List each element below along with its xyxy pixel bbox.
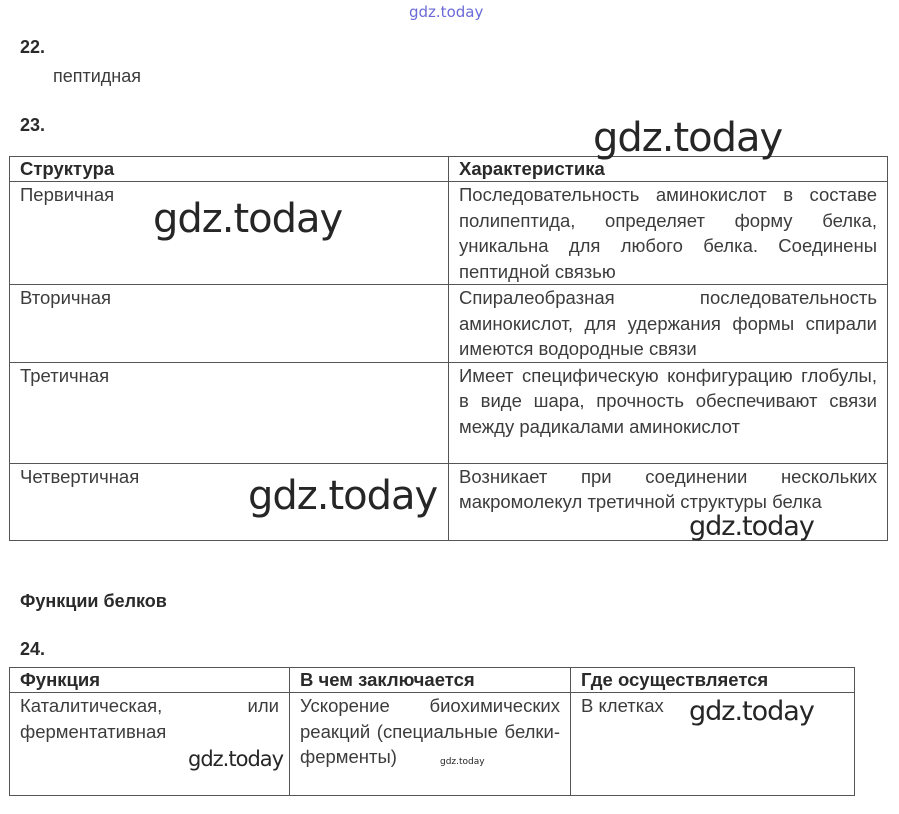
- watermark-overlay: gdz.today: [689, 511, 814, 542]
- table-row: [10, 362, 888, 463]
- header-characteristic: Характеристика: [449, 157, 888, 182]
- structure-name: Вторичная: [10, 285, 449, 363]
- watermark-top: gdz.today: [409, 3, 484, 21]
- watermark-overlay: gdz.today: [689, 696, 814, 727]
- header-function: Функция: [10, 668, 290, 693]
- function-essence: Ускорение биохимических реакций (специальные белки-ферменты): [290, 693, 571, 796]
- watermark-overlay: gdz.today: [440, 757, 485, 767]
- table-row: [10, 182, 888, 285]
- header-location: Где осуществляется: [571, 668, 855, 693]
- question-24-number: 24.: [20, 639, 46, 659]
- function-name: Каталитическая, или ферментативная: [10, 693, 290, 796]
- watermark-overlay: gdz.today: [153, 196, 343, 242]
- structure-description: Последовательность аминокислот в составе полипептида, определяет форму белка, уникальна для любого белка. Соединены пептидной связью: [449, 182, 888, 285]
- section-title: Функции белков: [20, 591, 167, 611]
- protein-structure-table: [9, 156, 888, 541]
- question-22-answer: пептидная: [53, 66, 142, 86]
- question-22-number: 22.: [20, 37, 46, 57]
- structure-name: Третичная: [10, 362, 449, 463]
- function-location: В клетках: [571, 693, 855, 796]
- structure-name: Четвертичная: [10, 463, 449, 540]
- table-row: [10, 285, 888, 363]
- structure-description: Имеет специфическую конфигурацию глобулы, в виде шара, прочность обеспечивают связи между радикалами аминокислот: [449, 362, 888, 463]
- header-structure: Структура: [10, 157, 449, 182]
- watermark-overlay: gdz.today: [188, 747, 284, 771]
- header-essence: В чем заключается: [290, 668, 571, 693]
- structure-description: Спиралеобразная последовательность аминокислот, для удержания формы спирали имеются водородные связи: [449, 285, 888, 363]
- protein-function-table: [9, 667, 855, 796]
- table-header-row: [10, 668, 855, 693]
- structure-description: Возникает при соединении нескольких макромолекул третичной структуры белка: [449, 463, 888, 540]
- watermark-overlay: gdz.today: [248, 473, 438, 519]
- question-23-number: 23.: [20, 115, 46, 135]
- structure-name: Первичная: [10, 182, 449, 285]
- watermark-overlay: gdz.today: [593, 115, 783, 161]
